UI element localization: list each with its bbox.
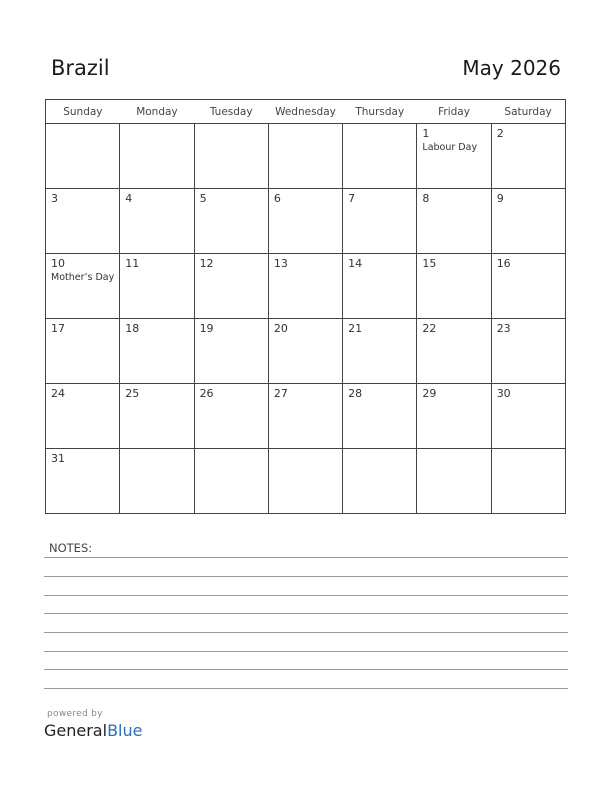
calendar-day-cell <box>343 319 417 384</box>
day-number: 19 <box>199 322 214 335</box>
day-number: 13 <box>273 257 288 270</box>
day-number: 7 <box>348 192 356 205</box>
calendar-day-cell <box>194 254 268 319</box>
calendar-week-row <box>46 124 566 189</box>
calendar-day-cell <box>194 124 268 189</box>
day-number: 23 <box>496 322 511 335</box>
notes-label: NOTES: <box>49 541 93 555</box>
weekday-header: Saturday <box>491 100 565 124</box>
day-number: 22 <box>422 322 437 335</box>
calendar-day-cell <box>46 449 120 514</box>
day-number: 14 <box>348 257 363 270</box>
note-line <box>44 669 568 670</box>
day-number: 18 <box>125 322 140 335</box>
calendar-day-cell <box>194 319 268 384</box>
note-line <box>44 651 568 652</box>
calendar-day-cell <box>343 384 417 449</box>
calendar-day-cell <box>46 384 120 449</box>
note-line <box>44 595 568 596</box>
note-line <box>44 576 568 577</box>
calendar-day-cell <box>417 254 491 319</box>
calendar-day-cell <box>46 254 120 319</box>
calendar-day-cell <box>120 384 194 449</box>
calendar-day-cell <box>417 384 491 449</box>
calendar-day-cell <box>268 319 342 384</box>
note-line <box>44 613 568 614</box>
day-number: 15 <box>422 257 437 270</box>
day-number: 20 <box>273 322 288 335</box>
day-number: 16 <box>496 257 511 270</box>
calendar-day-cell <box>417 189 491 254</box>
brand-general-text: General <box>44 721 108 740</box>
day-number: 12 <box>199 257 214 270</box>
calendar-day-cell <box>268 189 342 254</box>
calendar-day-cell <box>343 254 417 319</box>
calendar-week-row <box>46 189 566 254</box>
day-number: 30 <box>496 387 511 400</box>
day-number: 24 <box>51 387 65 400</box>
calendar-day-cell <box>46 124 120 189</box>
weekday-header: Friday <box>417 100 491 124</box>
calendar-day-cell <box>491 384 565 449</box>
weekday-header: Sunday <box>46 100 120 124</box>
calendar-day-cell <box>194 449 268 514</box>
weekday-header: Wednesday <box>268 100 342 124</box>
day-number: 26 <box>199 387 214 400</box>
weekday-header: Monday <box>120 100 194 124</box>
calendar-day-cell <box>491 124 565 189</box>
calendar-day-cell <box>491 254 565 319</box>
day-number: 21 <box>348 322 363 335</box>
calendar-week-row <box>46 449 566 514</box>
calendar-day-cell <box>120 124 194 189</box>
calendar-day-cell <box>194 384 268 449</box>
calendar-day-cell <box>120 189 194 254</box>
day-number: 1 <box>422 127 430 140</box>
calendar-day-cell <box>268 449 342 514</box>
weekday-header-row <box>46 100 566 124</box>
calendar-day-cell <box>46 189 120 254</box>
day-number: 2 <box>496 127 504 140</box>
day-number: 29 <box>422 387 437 400</box>
day-number: 6 <box>273 192 281 205</box>
calendar-day-cell <box>120 254 194 319</box>
calendar-week-row <box>46 254 566 319</box>
calendar-day-cell <box>268 124 342 189</box>
day-number: 25 <box>125 387 140 400</box>
calendar-day-cell <box>491 319 565 384</box>
country-title: Brazil <box>51 56 110 80</box>
calendar-day-cell <box>120 449 194 514</box>
day-number: 8 <box>422 192 430 205</box>
weekday-header: Thursday <box>343 100 417 124</box>
calendar-day-cell <box>343 124 417 189</box>
calendar-day-cell <box>417 319 491 384</box>
note-line <box>44 632 568 633</box>
day-number: 28 <box>348 387 363 400</box>
calendar-day-cell <box>491 449 565 514</box>
calendar-day-cell <box>417 124 491 189</box>
calendar-week-row <box>46 384 566 449</box>
brand-blue-text: Blue <box>107 721 143 740</box>
weekday-header: Tuesday <box>194 100 268 124</box>
calendar-day-cell <box>268 254 342 319</box>
holiday-label: Mother’s Day <box>51 272 115 283</box>
brand-logo <box>44 721 142 740</box>
day-number: 31 <box>51 452 65 465</box>
day-number: 9 <box>496 192 504 205</box>
month-title: May 2026 <box>462 56 561 80</box>
day-number: 17 <box>51 322 65 335</box>
day-number: 4 <box>125 192 133 205</box>
calendar-day-cell <box>194 189 268 254</box>
powered-by-label: powered by <box>47 709 103 719</box>
calendar-day-cell <box>491 189 565 254</box>
note-line <box>44 557 568 558</box>
calendar-day-cell <box>343 449 417 514</box>
calendar-day-cell <box>343 189 417 254</box>
calendar-day-cell <box>120 319 194 384</box>
calendar-day-cell <box>46 319 120 384</box>
day-number: 11 <box>125 257 140 270</box>
calendar-day-cell <box>417 449 491 514</box>
calendar-week-row <box>46 319 566 384</box>
calendar-day-cell <box>268 384 342 449</box>
day-number: 27 <box>273 387 288 400</box>
day-number: 10 <box>51 257 65 270</box>
day-number: 3 <box>51 192 58 205</box>
calendar-grid <box>45 99 566 514</box>
day-number: 5 <box>199 192 207 205</box>
holiday-label: Labour Day <box>422 142 478 153</box>
note-line <box>44 688 568 689</box>
